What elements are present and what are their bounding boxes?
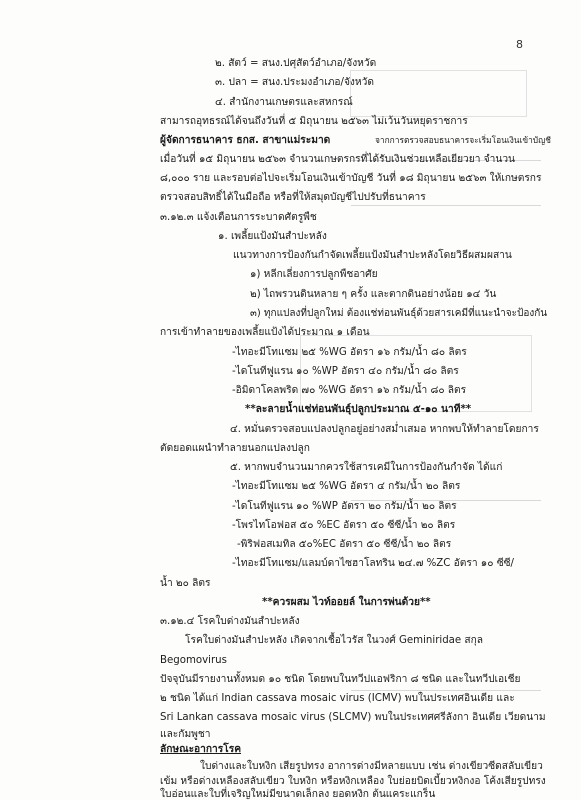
text-line: ๕. หากพบจำนวนมากควรใช้สารเคมีในการป้องกันกำจัด ได้แก่ (230, 462, 503, 473)
text-line: เข้ม หรือด่างเหลืองสลับเขียว ใบหงิก หรือหงิกเหลือง ใบย่อยบิดเบี้ยวหงิกงอ โค้งเสียรูปทรง (160, 776, 546, 787)
text-line: ๑) หลีกเลี่ยงการปลูกพืชอาศัย (250, 269, 378, 280)
text-line: -ไทอะมีโทแซม ๒๕ %WG อัตรา ๑๖ กรัม/น้ำ ๘๐ ลิตร (232, 347, 467, 358)
text-line: -โพรไทโอฟอส ๕๐ %EC อัตรา ๕๐ ซีซี/น้ำ ๒๐ ลิตร (232, 520, 456, 531)
text-line: เมื่อวันที่ ๑๕ มิถุนายน ๒๕๖๓ จำนวนเกษตรกรที่ได้รับเงินช่วยเหลือเยียวยา จำนวน (160, 154, 516, 165)
section-heading: ๓.๑๒.๔ โรคใบด่างมันสำปะหลัง (160, 616, 300, 627)
text-line: สามารถอุทธรณ์ได้จนถึงวันที่ ๕ มิถุนายน ๒๕๖๓ ไม่เว้นวันหยุดราชการ (160, 116, 468, 127)
bleed-through-line (351, 690, 541, 691)
text-line: ๔. สำนักงานเกษตรและสหกรณ์ (215, 97, 353, 108)
text-line: แนวทางการป้องกันกำจัดเพลี้ยแป้งมันสำปะหลังโดยวิธีผสมผสาน (233, 250, 512, 261)
white-oil-note: **ควรผสม ไวท์ออยล์ ในการพ่นด้วย** (262, 597, 431, 608)
text-line: ใบอ่อนและใบที่เจริญใหม่มีขนาดเล็กลง ยอดหงิก ต้นแคระแกร็น (160, 789, 436, 800)
text-line: ๑. เพลี้ยแป้งมันสำปะหลัง (218, 231, 327, 242)
text-line: Begomovirus (160, 655, 227, 666)
text-line: น้ำ ๒๐ ลิตร (160, 578, 211, 589)
text-line: ๓) ทุกแปลงที่ปลูกใหม่ ต้องแช่ท่อนพันธุ์ด้วยสารเคมีที่แนะนำจะป้องกัน (250, 308, 548, 319)
text-line: ๘,๐๐๐ ราย และรอบต่อไปจะเริ่มโอนเงินเข้าบัญชี วันที่ ๑๘ มิถุนายน ๒๕๖๓ ให้เกษตรกร (160, 173, 542, 184)
text-line: ๒) ไถพรวนดินหลาย ๆ ครั้ง และตากดินอย่างน้อย ๑๔ วัน (250, 289, 497, 300)
bleed-through-table (350, 70, 527, 117)
text-line: Sri Lankan cassava mosaic virus (SLCMV) พบในประเทศศรีลังกา อินเดีย เวียดนาม (160, 712, 546, 723)
page-number: 8 (516, 38, 523, 51)
symptoms-heading: ลักษณะอาการโรค (160, 744, 242, 755)
text-line: -ไทอะมีโทแซม ๒๕ %WG อัตรา ๔ กรัม/น้ำ ๒๐ ลิตร (232, 481, 461, 492)
soak-note: **ละลายน้ำแช่ท่อนพันธุ์ปลูกประมาณ ๕-๑๐ นาที** (245, 404, 472, 415)
text-line: -ไดโนทีฟูแรน ๑๐ %WP อัตรา ๒๐ กรัม/น้ำ ๒๐ ลิตร (232, 501, 457, 512)
text-line: ตัดยอดแผนำทำลายนอกแปลงปลูก (160, 443, 310, 454)
text-line: ปัจจุบันมีรายงานทั้งหมด ๑๐ ชนิด โดยพบในทวีปแอฟริกา ๘ ชนิด และในทวีปเอเชีย (160, 674, 521, 685)
text-line: ๒ ชนิด ได้แก่ Indian cassava mosaic virus (ICMV) พบในประเทศอินเดีย และ (160, 693, 515, 704)
section-heading: ๓.๑๒.๓ แจ้งเตือนการระบาดศัตรูพืช (160, 212, 317, 223)
bank-manager-label: ผู้จัดการธนาคาร ธกส. สาขาแม่ระมาด (160, 135, 331, 146)
text-line: -อิมิดาโคลพริด ๗๐ %WG อัตรา ๑๖ กรัม/น้ำ ๘๐ ลิตร (232, 385, 467, 396)
bleed-through-line (351, 205, 541, 206)
text-line: -ไทอะมีโทแซม/แลมบ์ดาไซฮาโลทริน ๒๔.๗ %ZC อัตรา ๑๐ ซีซี/ (232, 558, 514, 569)
text-line: -ไดโนทีฟูแรน ๑๐ %WP อัตรา ๔๐ กรัม/น้ำ ๘๐ ลิตร (232, 366, 459, 377)
text-line: จากการตรวจสอบธนาคารจะเริ่มโอนเงินเข้าบัญชี (375, 135, 551, 145)
text-line: ๒. สัตว์ = สนง.ปศุสัตว์อำเภอ/จังหวัด (215, 58, 377, 69)
text-line: -พิริฟอสเมทิล ๕๐%EC อัตรา ๕๐ ซีซี/น้ำ ๒๐ ลิตร (237, 539, 452, 550)
text-line: การเข้าทำลายของเพลี้ยแป้งได้ประมาณ ๑ เดือน (160, 327, 370, 338)
text-line: โรคใบด่างมันสำปะหลัง เกิดจากเชื้อไวรัส ในวงศ์ Geminiridae สกุล (185, 635, 484, 646)
text-line: ตรวจสอบสิทธิ์ได้ในมือถือ หรือที่ให้สมุดบัญชีไปปรับที่ธนาคาร (160, 192, 426, 203)
text-line: และกัมพูชา (160, 729, 211, 740)
text-line: ๓. ปลา = สนง.ประมงอำเภอ/จังหวัด (215, 77, 374, 88)
text-line: ๔. หมั่นตรวจสอบแปลงปลูกอยู่อย่างสม่ำเสมอ หากพบให้ทำลายโดยการ (230, 424, 539, 435)
text-line: ใบด่างและใบหงิก เสียรูปทรง อาการด่างมีหลายแบบ เช่น ด่างเขียวซีดสลับเขียว (200, 761, 543, 772)
